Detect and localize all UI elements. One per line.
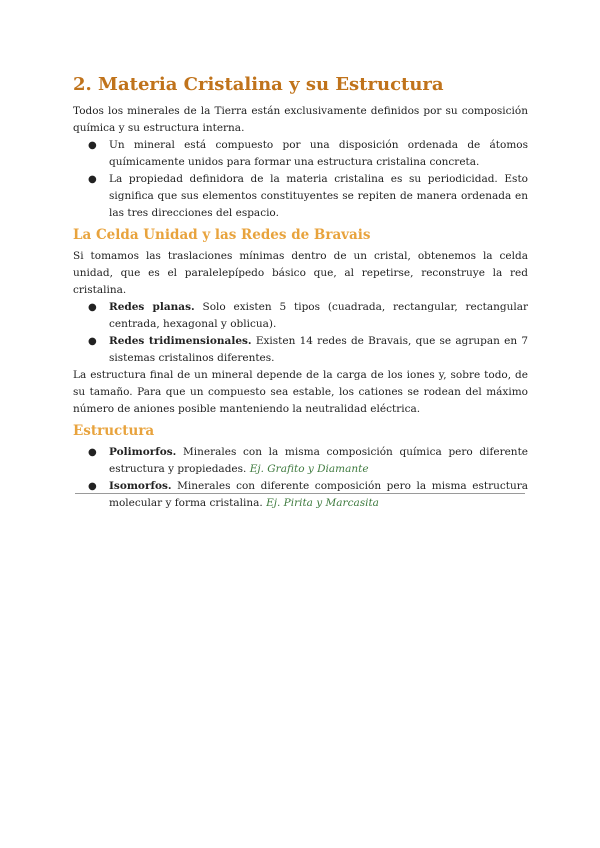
term-label: Polimorfos. — [109, 446, 177, 458]
list-item-text: La propiedad definidora de la materia cristalina es su periodicidad. Esto significa que sus elementos constituyentes se repiten de manera ordenada en las tres direcciones del espacio. — [109, 173, 528, 219]
list-item — [73, 444, 528, 478]
bullet-icon: ● — [88, 140, 97, 151]
bullet-icon: ● — [88, 447, 97, 458]
celda-paragraph: Si tomamos las traslaciones mínimas dentro de un cristal, obtenemos la celda unidad, que es el paralelepípedo básico que, al repetirse, reconstruye la red cristalina. — [73, 250, 528, 296]
list-item — [73, 478, 528, 512]
intro-paragraph: Todos los minerales de la Tierra están exclusivamente definidos por su composición química y su estructura interna. — [73, 105, 528, 134]
section-title-materia-cristalina: 2. Materia Cristalina y su Estructura — [73, 74, 444, 95]
term-label: Redes planas. — [109, 301, 195, 313]
example-text: Ej. Grafito y Diamante — [249, 463, 369, 475]
section-title-estructura: Estructura — [73, 423, 155, 439]
bullet-icon: ● — [88, 481, 97, 492]
list-item — [73, 333, 528, 367]
horizontal-rule — [75, 493, 525, 494]
list-item — [73, 171, 528, 222]
term-label: Isomorfos. — [109, 480, 172, 492]
bullet-list-estructura — [73, 444, 528, 512]
list-item-text: Solo existen 5 tipos (cuadrada, rectangular, rectangular centrada, hexagonal y oblicua). — [109, 301, 528, 330]
list-item-text: Un mineral está compuesto por una disposición ordenada de átomos químicamente unidos para formar una estructura cristalina concreta. — [109, 139, 528, 168]
list-item — [73, 137, 528, 171]
list-item-text: Minerales con diferente composición pero la misma estructura molecular y forma cristalina. — [109, 480, 528, 509]
bullet-list-redes — [73, 299, 528, 367]
bullet-icon: ● — [88, 174, 97, 185]
estructura-final-paragraph: La estructura final de un mineral depende de la carga de los iones y, sobre todo, de su tamaño. Para que un compuesto sea estable, los cationes se rodean del máximo número de aniones posible manteniendo la neutralidad eléctrica. — [73, 369, 528, 415]
example-text: Ej. Pirita y Marcasita — [266, 497, 379, 509]
section-title-celda-unidad: La Celda Unidad y las Redes de Bravais — [73, 227, 371, 243]
bullet-icon: ● — [88, 336, 97, 347]
bullet-list-materia — [73, 137, 528, 222]
list-item — [73, 299, 528, 333]
list-item-text: Existen 14 redes de Bravais, que se agrupan en 7 sistemas cristalinos diferentes. — [109, 335, 528, 364]
document-content — [73, 73, 528, 512]
list-item-text: Minerales con la misma composición química pero diferente estructura y propiedades. — [109, 446, 528, 475]
term-label: Redes tridimensionales. — [109, 335, 252, 347]
bullet-icon: ● — [88, 302, 97, 313]
